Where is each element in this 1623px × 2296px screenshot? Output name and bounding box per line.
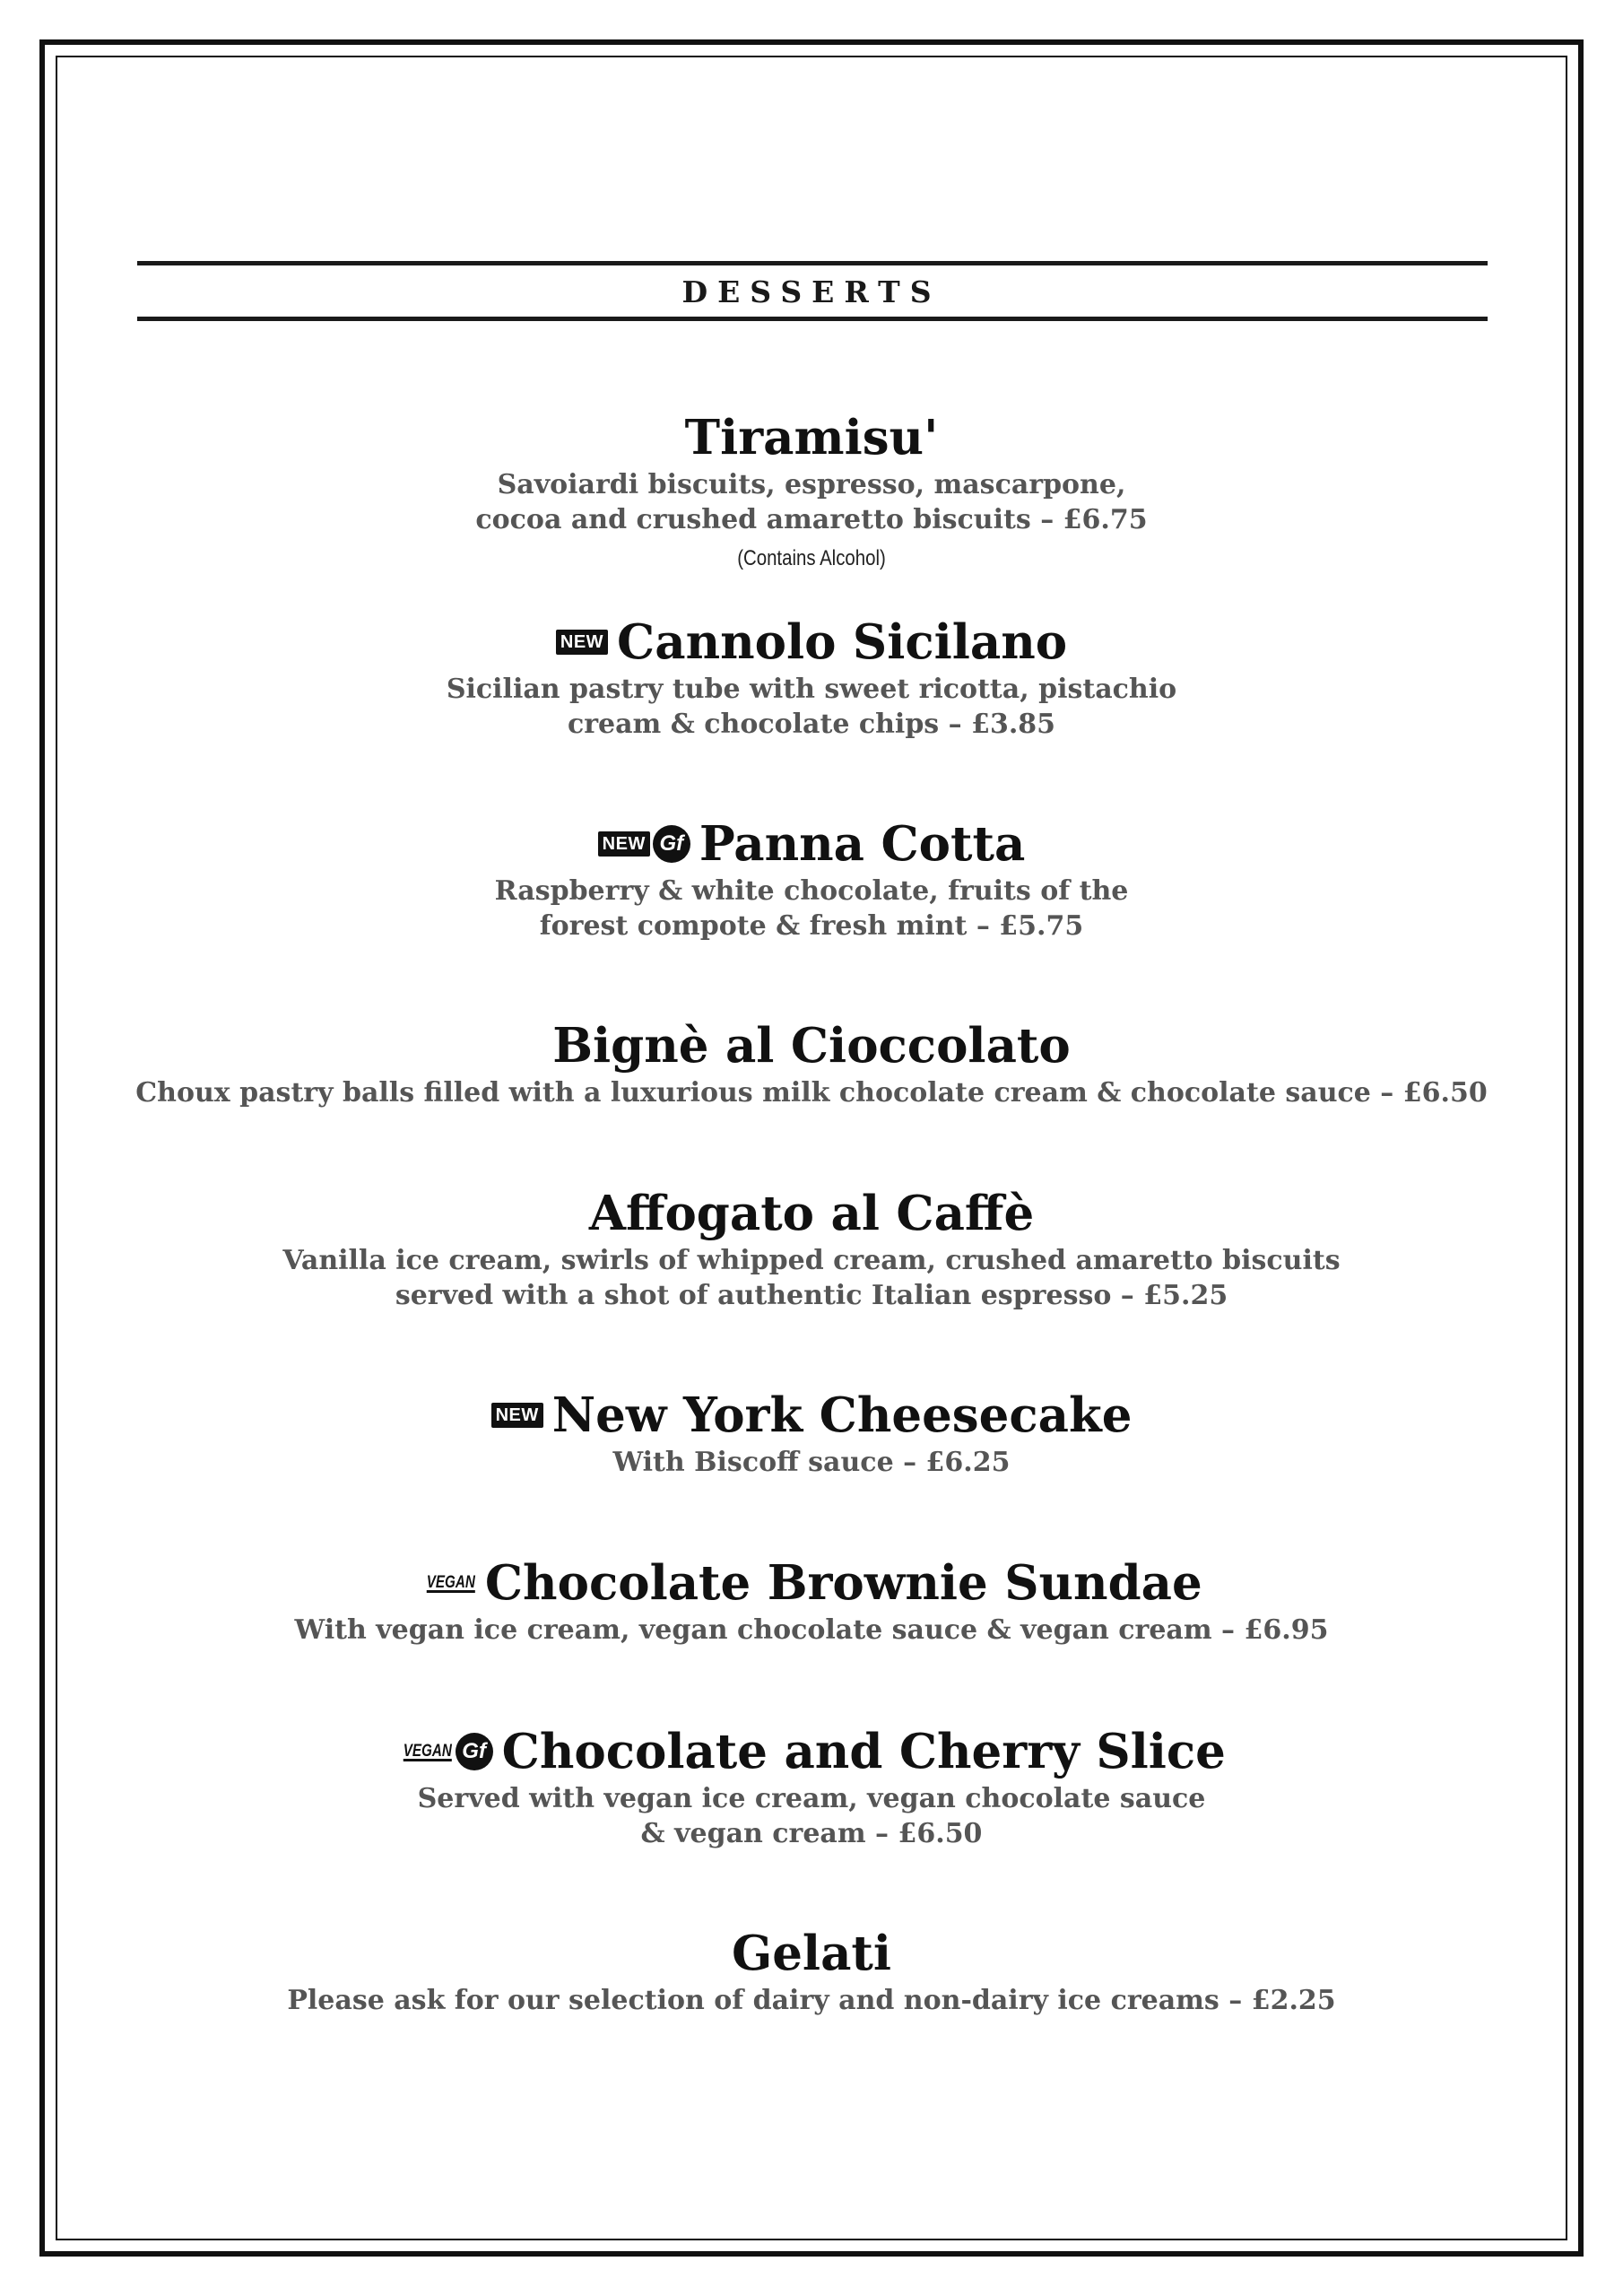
menu-item-tiramisu — [0, 408, 1623, 571]
menu-item-description: Served with vegan ice cream, vegan chocolate sauce & vegan cream – £6.50 — [417, 1783, 1206, 1849]
vegan-icon: VEGAN — [427, 1573, 476, 1592]
header-rule-top — [137, 261, 1488, 265]
menu-item-description: Sicilian pastry tube with sweet ricotta, pistachio cream & chocolate chips – £3.85 — [446, 674, 1177, 740]
menu-item-affogato — [0, 1184, 1623, 1313]
menu-item-title: Affogato al Caffè — [588, 1186, 1035, 1241]
menu-item-title: VEGAN Chocolate Brownie Sundae — [427, 1555, 1202, 1611]
menu-item-title: Tiramisu' — [684, 410, 939, 465]
menu-item-description: With vegan ice cream, vegan chocolate sauce & vegan cream – £6.95 — [294, 1614, 1329, 1646]
menu-item-panna-cotta — [0, 814, 1623, 944]
gluten-free-icon: Gf — [456, 1733, 493, 1770]
menu-item-cheesecake — [0, 1386, 1623, 1480]
menu-item-title: NEW Cannolo Sicilano — [0, 613, 1623, 672]
gluten-free-icon: Gf — [653, 825, 690, 863]
new-badge-icon: NEW — [598, 831, 650, 857]
section-title: DESSERTS — [681, 274, 942, 309]
menu-item-description: Raspberry & white chocolate, fruits of the forest compote & fresh mint – £5.75 — [494, 875, 1129, 942]
menu-item-brownie-sundae — [0, 1553, 1623, 1648]
vegan-icon: VEGAN — [403, 1742, 452, 1761]
new-badge-icon: NEW — [491, 1403, 543, 1428]
menu-item-title: NEW Gf Panna Cotta — [0, 814, 1623, 874]
allergen-note: (Contains Alcohol) — [737, 546, 886, 570]
menu-item-description: Savoiardi biscuits, espresso, mascarpone, cocoa and crushed amaretto biscuits – £6.75 — [475, 469, 1148, 535]
menu-item-description: Vanilla ice cream, swirls of whipped cream, crushed amaretto biscuits served with a shot of authentic Italian espresso – £5.25 — [282, 1245, 1341, 1311]
header-rule-bottom — [137, 317, 1488, 321]
menu-item-description: Choux pastry balls filled with a luxurious milk chocolate cream & chocolate sauce – £6.50 — [135, 1077, 1488, 1109]
menu-item-description: With Biscoff sauce – £6.25 — [612, 1447, 1011, 1478]
menu-item-cannolo — [0, 613, 1623, 742]
menu-item-description: Please ask for our selection of dairy and non-dairy ice creams – £2.25 — [287, 1985, 1336, 2016]
menu-item-bigne — [0, 1016, 1623, 1110]
menu-item-title: NEW New York Cheesecake — [0, 1386, 1623, 1445]
menu-item-cherry-slice — [0, 1722, 1623, 1851]
menu-border-inner — [56, 56, 1567, 2240]
menu-item-title: Gelati — [731, 1926, 892, 1981]
menu-item-title: VEGAN Gf Chocolate and Cherry Slice — [403, 1724, 1226, 1779]
menu-item-gelati — [0, 1924, 1623, 2018]
menu-item-title: Bignè al Cioccolato — [552, 1018, 1071, 1074]
new-badge-icon: NEW — [556, 630, 608, 655]
